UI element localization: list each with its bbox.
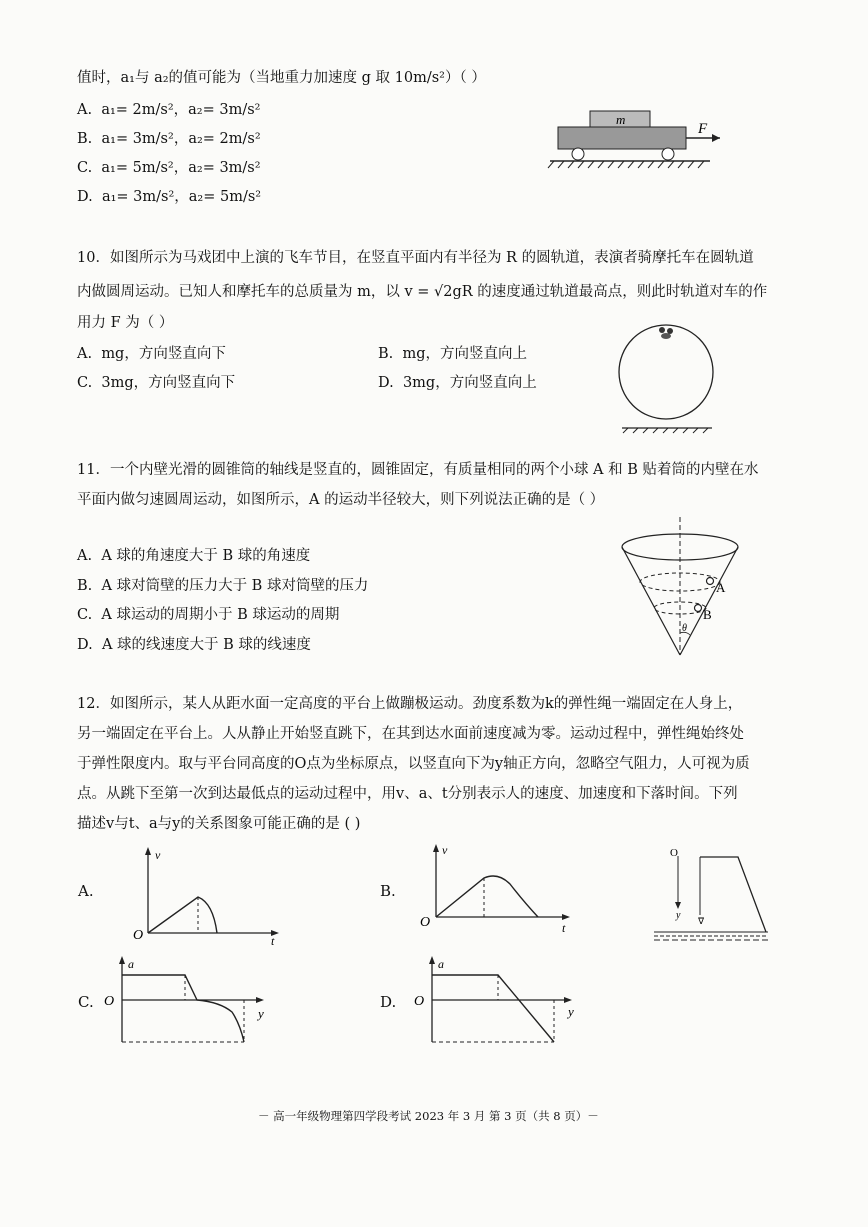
q11-option-a: A. A 球的角速度大于 B 球的角速度: [77, 548, 311, 564]
q11-option-b: B. A 球对筒壁的压力大于 B 球对筒壁的压力: [77, 578, 369, 594]
q12-d-y: y: [568, 1004, 574, 1019]
person-icon: ᐁ: [698, 916, 705, 926]
q9-option-c: C. a₁= 5m/s²，a₂= 3m/s²: [77, 160, 261, 176]
q10-line-3: 用力 F 为（ ）: [77, 315, 174, 331]
q12-bungee-scene: [650, 840, 770, 950]
q12-b-t: t: [562, 921, 566, 935]
q12-line-5: 描述v与t、a与y的关系图象可能正确的是 ( ): [77, 816, 361, 832]
q12-a-t: t: [271, 934, 275, 948]
q9-option-b: B. a₁= 3m/s²，a₂= 2m/s²: [77, 131, 261, 147]
q10-line-1: 10．如图所示为马戏团中上演的飞车节目，在竖直平面内有半径为 R 的圆轨道，表演者骑摩托车在圆轨道: [77, 250, 754, 266]
q10-option-a: A. mg，方向竖直向下: [77, 346, 226, 362]
q12-option-c-label: C.: [78, 993, 94, 1011]
ball-b: [695, 605, 702, 612]
q12-b-o: O: [420, 915, 431, 930]
q12-line-3: 于弹性限度内。取与平台同高度的O点为坐标原点，以竖直向下为y轴正方向，忽略空气阻力，人可视为质: [77, 756, 750, 772]
scene-origin: O: [670, 847, 678, 859]
q12-a-o: O: [133, 928, 144, 943]
q11-option-c: C. A 球运动的周期小于 B 球运动的周期: [77, 607, 340, 623]
q12-option-b-label: B.: [380, 882, 396, 900]
q10-option-c: C. 3mg，方向竖直向下: [77, 375, 236, 391]
q9-option-a: A. a₁= 2m/s²，a₂= 3m/s²: [77, 102, 261, 118]
q12-line-1: 12．如图所示，某人从距水面一定高度的平台上做蹦极运动。劲度系数为k的弹性绳一端固定在人身上，: [77, 696, 743, 712]
q12-line-4: 点。从跳下至第一次到达最低点的运动过程中，用v、a、t分别表示人的速度、加速度和下落时间。下列: [77, 786, 738, 802]
q10-option-d: D. 3mg，方向竖直向上: [378, 375, 537, 391]
ball-a: [707, 578, 714, 585]
q12-graph-b: [416, 842, 576, 942]
ball-b-label: B: [703, 607, 712, 622]
motorcycle-icon: [659, 327, 673, 339]
q12-d-a: a: [438, 957, 444, 971]
q12-c-o: O: [104, 994, 115, 1009]
page-footer: － 高一年级物理第四学段考试 2023 年 3 月 第 3 页（共 8 页）－: [258, 1109, 599, 1123]
scene-y: y: [676, 910, 681, 921]
q12-d-o: O: [414, 994, 425, 1009]
q10-option-b: B. mg，方向竖直向上: [378, 346, 528, 362]
q12-line-2: 另一端固定在平台上。人从静止开始竖直跳下，在其到达水面前速度减为零。运动过程中，弹性绳始终处: [77, 726, 744, 742]
q12-graph-a: [125, 845, 285, 948]
q12-a-v: v: [155, 848, 161, 862]
angle-label: θ: [682, 623, 687, 634]
q9-option-d: D. a₁= 3m/s²，a₂= 5m/s²: [77, 189, 262, 205]
q12-option-a-label: A.: [78, 882, 94, 900]
q12-graph-d: [398, 952, 588, 1052]
q12-graph-c: [100, 952, 280, 1052]
q9-force-label: F: [698, 121, 708, 137]
q11-option-d: D. A 球的线速度大于 B 球的线速度: [77, 637, 311, 653]
q10-line-2: 内做圆周运动。已知人和摩托车的总质量为 m，以 v = √2gR 的速度通过轨道最高点，则此时轨道对车的作: [77, 284, 768, 300]
q11-cone-figure: [612, 515, 752, 660]
q12-option-d-label: D.: [380, 993, 397, 1011]
ball-a-label: A: [716, 580, 726, 595]
q12-b-v: v: [442, 843, 448, 857]
q11-line-1: 11．一个内壁光滑的圆锥筒的轴线是竖直的，圆锥固定，有质量相同的两个小球 A 和 B 贴着筒的内壁在水: [77, 462, 759, 478]
q9-stem-tail: 值时，a₁与 a₂的值可能为（当地重力加速度 g 取 10m/s²）（ ）: [77, 70, 486, 86]
q11-line-2: 平面内做匀速圆周运动，如图所示，A 的运动半径较大，则下列说法正确的是（ ）: [77, 492, 605, 508]
q12-c-y: y: [258, 1006, 264, 1021]
q10-loop-figure: [612, 322, 727, 434]
q9-cart-figure: [540, 105, 730, 175]
q9-block-label: m: [616, 112, 626, 127]
q12-c-a: a: [128, 957, 134, 971]
